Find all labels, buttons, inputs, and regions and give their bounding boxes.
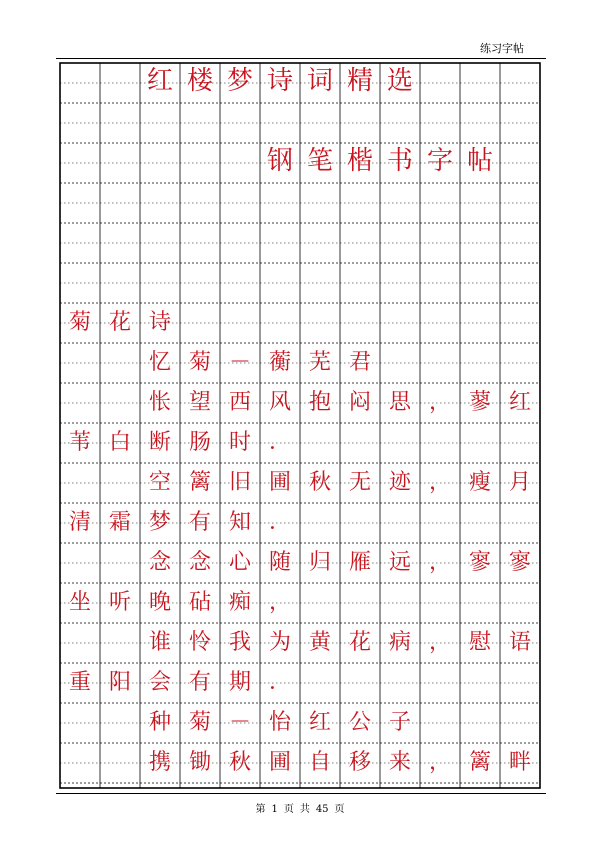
body-char: 篱 (468, 750, 491, 775)
body-char: 晚 (148, 590, 171, 615)
body-char: 诗 (148, 310, 171, 335)
body-char: － (228, 350, 251, 375)
title-char: 梦 (226, 66, 253, 96)
body-char: 蓼 (468, 390, 491, 415)
body-char: 知 (228, 510, 251, 535)
subtitle-char: 楷 (346, 146, 373, 176)
body-char: 风 (268, 390, 291, 415)
body-char: 篱 (188, 470, 211, 495)
body-char: 君 (348, 350, 371, 375)
body-char: 白 (108, 430, 131, 455)
body-char: ， (428, 390, 451, 415)
body-char: 圃 (268, 470, 291, 495)
body-char: 寥 (468, 550, 491, 575)
footer-total-label: 共 (299, 804, 310, 815)
body-char: － (228, 710, 251, 735)
body-char: 语 (508, 630, 531, 655)
body-char: 西 (228, 390, 251, 415)
subtitle-char: 书 (386, 146, 413, 176)
body-char: 有 (188, 510, 211, 535)
body-char: 我 (228, 630, 251, 655)
body-char: 圃 (268, 750, 291, 775)
body-char: ， (428, 470, 451, 495)
body-char: ． (268, 430, 291, 455)
body-char: 断 (148, 430, 171, 455)
body-char: 阳 (108, 670, 131, 695)
body-char: 清 (68, 510, 91, 535)
body-char: 雁 (348, 550, 371, 575)
body-char: 苇 (68, 430, 91, 455)
body-char: 怅 (148, 390, 171, 415)
footer-total-unit: 页 (334, 804, 345, 815)
subtitle-char: 笔 (306, 146, 333, 176)
body-char: 望 (188, 390, 211, 415)
body-char: 念 (148, 550, 171, 575)
body-char: 来 (388, 750, 411, 775)
body-char: 痴 (228, 590, 251, 615)
body-char: 为 (268, 630, 291, 655)
body-char: 闷 (348, 390, 371, 415)
body-char: 自 (308, 750, 331, 775)
body-char: 远 (388, 550, 411, 575)
subtitle-char: 字 (426, 146, 453, 176)
body-char: 心 (228, 550, 251, 575)
body-char: 谁 (148, 630, 171, 655)
body-char: 怜 (188, 630, 211, 655)
body-char: 会 (148, 670, 171, 695)
body-char: 锄 (188, 750, 211, 775)
subtitle-char: 钢 (266, 146, 293, 176)
page-footer (0, 800, 600, 815)
header-label: 练习字帖 (480, 42, 524, 55)
body-char: 畔 (508, 750, 531, 775)
body-char: 慰 (468, 630, 491, 655)
body-char: 黄 (308, 630, 331, 655)
body-char: 寥 (508, 550, 531, 575)
body-char: 期 (228, 670, 251, 695)
body-char: 公 (348, 710, 371, 735)
body-char: ， (428, 750, 451, 775)
body-char: ． (268, 510, 291, 535)
body-char: ， (428, 630, 451, 655)
body-char: 归 (308, 550, 331, 575)
body-char: 念 (188, 550, 211, 575)
body-char: 花 (108, 310, 131, 335)
footer-rule (56, 793, 546, 794)
body-char: 菊 (188, 710, 211, 735)
body-char: 重 (68, 670, 91, 695)
body-char: 梦 (148, 510, 171, 535)
body-char: 坐 (68, 590, 91, 615)
body-char: 秋 (228, 750, 251, 775)
footer-page-number: 1 (271, 804, 278, 815)
body-char: 思 (388, 390, 411, 415)
footer-page-unit: 页 (283, 804, 294, 815)
body-char: 秋 (308, 470, 331, 495)
body-char: 菊 (68, 310, 91, 335)
title-char: 选 (386, 66, 413, 96)
title-char: 精 (346, 66, 373, 96)
body-char: 瘦 (468, 470, 491, 495)
title-char: 红 (146, 66, 173, 96)
body-char: 肠 (188, 430, 211, 455)
body-char: 芜 (308, 350, 331, 375)
body-char: 旧 (228, 470, 251, 495)
body-char: 有 (188, 670, 211, 695)
body-char: ， (428, 550, 451, 575)
body-char: 无 (348, 470, 371, 495)
body-char: 移 (348, 750, 371, 775)
subtitle-char: 帖 (466, 146, 493, 176)
body-char: 携 (148, 750, 171, 775)
body-char: 迹 (388, 470, 411, 495)
body-char: ， (268, 590, 291, 615)
body-char: 菊 (188, 350, 211, 375)
body-char: 砧 (188, 590, 211, 615)
body-char: 子 (388, 710, 411, 735)
title-char: 楼 (186, 66, 213, 96)
footer-page-label: 第 (255, 804, 266, 815)
body-char: 红 (308, 710, 331, 735)
body-char: 空 (148, 470, 171, 495)
body-char: 怡 (268, 710, 291, 735)
body-char: 听 (108, 590, 131, 615)
body-char: 随 (268, 550, 291, 575)
body-char: 种 (148, 710, 171, 735)
body-char: ． (268, 670, 291, 695)
body-char: 霜 (108, 510, 131, 535)
title-char: 词 (306, 66, 333, 96)
body-char: 花 (348, 630, 371, 655)
body-char: 蘅 (268, 350, 291, 375)
title-char: 诗 (266, 66, 293, 96)
body-char: 红 (508, 390, 531, 415)
body-char: 抱 (308, 390, 331, 415)
body-char: 月 (508, 470, 531, 495)
body-char: 病 (388, 630, 411, 655)
body-char: 时 (228, 430, 251, 455)
footer-total-number: 45 (315, 804, 329, 815)
body-char: 忆 (148, 350, 171, 375)
